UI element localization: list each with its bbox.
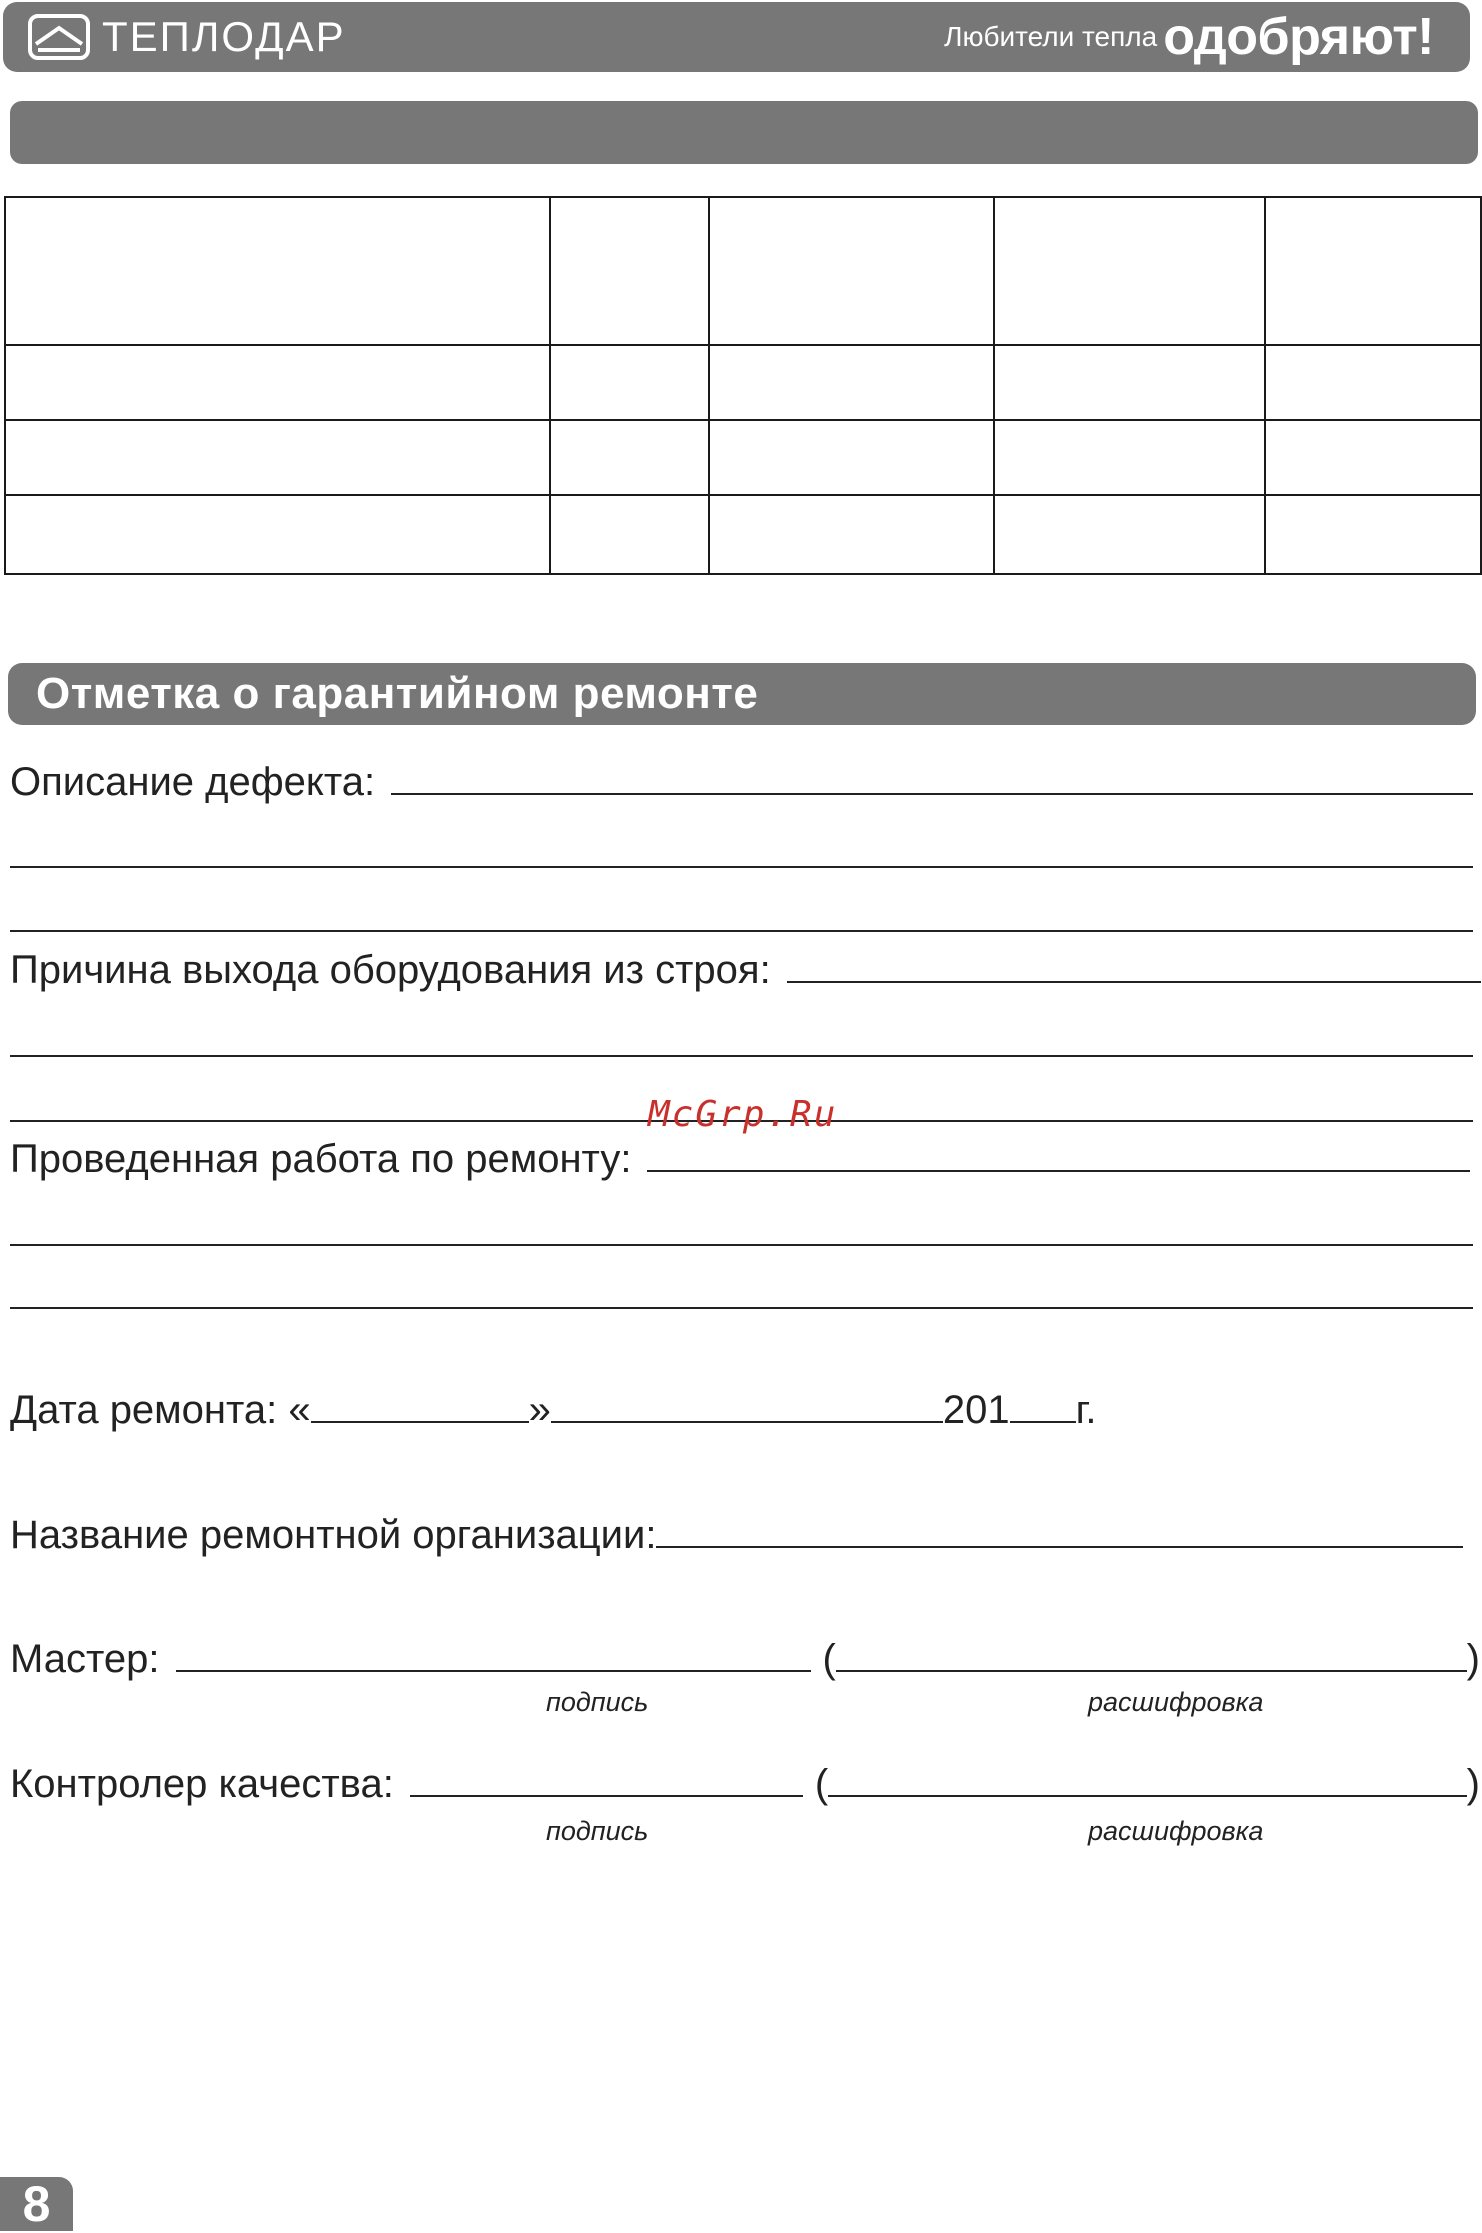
- defect-line-3[interactable]: [10, 930, 1473, 932]
- table-row: [5, 495, 1481, 574]
- qc-row: [10, 1762, 1480, 1807]
- date-year-prefix: 201: [942, 1388, 1010, 1432]
- master-signature-field[interactable]: [176, 1668, 811, 1672]
- slogan-small: Любители тепла: [944, 21, 1158, 52]
- date-year-field[interactable]: [1010, 1419, 1076, 1423]
- defect-field[interactable]: [391, 791, 1473, 795]
- table-cell: [550, 345, 709, 420]
- work-row: [10, 1137, 1470, 1182]
- date-label: Дата ремонта: «: [10, 1388, 311, 1432]
- table-cell: [1265, 420, 1481, 495]
- table-cell: [1265, 495, 1481, 574]
- master-decode-field[interactable]: [836, 1668, 1467, 1672]
- defect-label: Описание дефекта:: [10, 760, 376, 804]
- table-cell: [709, 197, 994, 345]
- qc-label: Контролер качества:: [10, 1762, 394, 1806]
- brand-name: ТЕПЛОДАР: [102, 13, 346, 60]
- master-paren-close: ): [1466, 1637, 1480, 1681]
- cause-row: [10, 948, 1481, 993]
- work-line-2[interactable]: [10, 1244, 1473, 1246]
- table-cell: [1265, 345, 1481, 420]
- org-label: Название ремонтной организации:: [10, 1513, 657, 1557]
- table-cell: [709, 495, 994, 574]
- table-cell: [994, 420, 1266, 495]
- qc-paren-close: ): [1466, 1762, 1480, 1806]
- cause-line-2[interactable]: [10, 1055, 1473, 1057]
- org-field[interactable]: [656, 1544, 1463, 1548]
- date-month-field[interactable]: [551, 1419, 943, 1423]
- table-cell: [550, 495, 709, 574]
- cause-field[interactable]: [787, 979, 1481, 983]
- table-cell: [994, 345, 1266, 420]
- table-cell: [5, 345, 550, 420]
- table-cell: [5, 197, 550, 345]
- table-cell: [5, 495, 550, 574]
- watermark: McGrp.Ru: [648, 1094, 838, 1135]
- qc-signature-field[interactable]: [410, 1793, 803, 1797]
- section-header: [8, 663, 1476, 725]
- work-label: Проведенная работа по ремонту:: [10, 1137, 632, 1181]
- work-line-3[interactable]: [10, 1307, 1473, 1309]
- master-paren-open: (: [822, 1637, 836, 1681]
- master-label: Мастер:: [10, 1637, 160, 1681]
- table-cell: [709, 345, 994, 420]
- table-cell: [994, 197, 1266, 345]
- qc-caption-signature: подпись: [546, 1816, 649, 1846]
- blank-table: [4, 196, 1482, 575]
- table-row: [5, 345, 1481, 420]
- work-field[interactable]: [647, 1168, 1470, 1172]
- org-row: [10, 1513, 1463, 1558]
- table-row: [5, 420, 1481, 495]
- master-caption-signature: подпись: [546, 1687, 649, 1717]
- table-cell: [550, 197, 709, 345]
- defect-line-2[interactable]: [10, 866, 1473, 868]
- qc-caption-decode: расшифровка: [1088, 1816, 1264, 1846]
- table-cell: [1265, 197, 1481, 345]
- date-day-field[interactable]: [311, 1419, 529, 1423]
- house-logo-icon: [28, 14, 90, 60]
- master-row: [10, 1637, 1480, 1682]
- section-title: Отметка о гарантийном ремонте: [36, 669, 759, 718]
- table-cell: [5, 420, 550, 495]
- date-row: [10, 1388, 1096, 1433]
- master-caption-decode: расшифровка: [1088, 1687, 1264, 1717]
- table-row: [5, 197, 1481, 345]
- page-number: 8: [0, 2177, 73, 2231]
- table-cell: [994, 495, 1266, 574]
- slogan: [944, 2, 1434, 72]
- date-close-quote: »: [528, 1388, 551, 1432]
- qc-paren-open: (: [814, 1762, 829, 1806]
- blank-section-bar: [10, 101, 1478, 164]
- qc-decode-field[interactable]: [828, 1793, 1467, 1797]
- cause-label: Причина выхода оборудования из строя:: [10, 948, 771, 992]
- table-cell: [709, 420, 994, 495]
- brand-logo: [28, 14, 346, 60]
- table-cell: [550, 420, 709, 495]
- defect-row: [10, 760, 1473, 805]
- date-suffix: г.: [1075, 1388, 1097, 1432]
- slogan-big: одобряют!: [1163, 8, 1434, 66]
